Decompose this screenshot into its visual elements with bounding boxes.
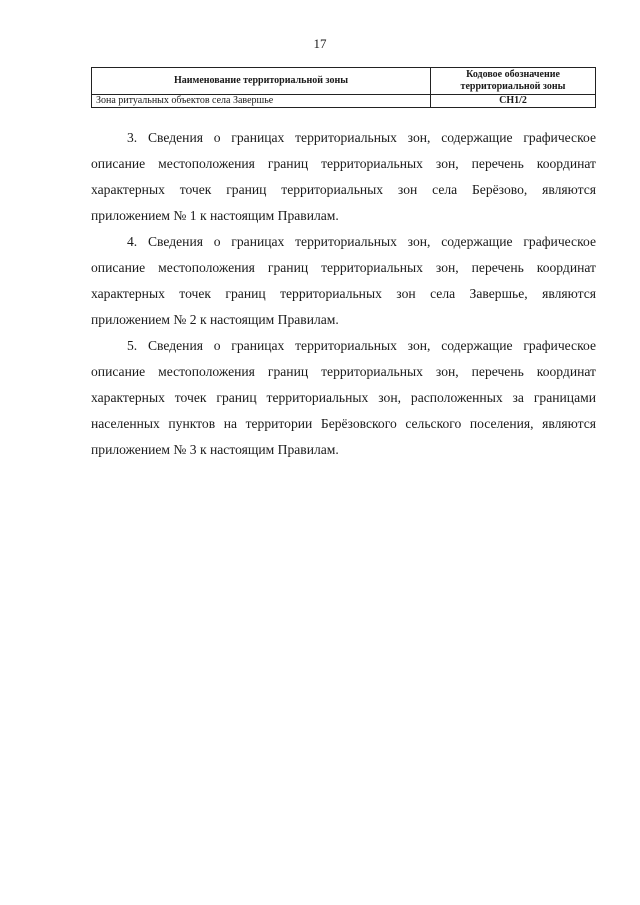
table-header-row [92, 68, 596, 95]
zones-table [91, 67, 596, 108]
paragraph-4: 4. Сведения о границах территориальных зон, содержащие графическое описание местоположения границ территориальных зон, перечень координат характерных точек границ территориальных зон села Завершье, являются приложением № 2 к настоящим Правилам. [91, 234, 596, 327]
zone-name-cell: Зона ритуальных объектов села Завершье [92, 95, 431, 108]
header-zone-code: Кодовое обозначение территориальной зоны [431, 68, 596, 95]
zone-code-cell: СН1/2 [431, 95, 596, 108]
body-text [91, 125, 596, 463]
header-zone-name: Наименование территориальной зоны [92, 68, 431, 95]
paragraph-5: 5. Сведения о границах территориальных зон, содержащие графическое описание местоположения границ территориальных зон, перечень координат характерных точек границ территориальных зон, расположенных за границами населенных пунктов на территории Берёзовского сельского поселения, являются приложением № 3 к настоящим Правилам. [91, 338, 596, 457]
table-row [92, 95, 596, 108]
paragraph-3: 3. Сведения о границах территориальных зон, содержащие графическое описание местоположения границ территориальных зон, перечень координат характерных точек границ территориальных зон села Берёзово, являются приложением № 1 к настоящим Правилам. [91, 130, 596, 223]
page-number: 17 [313, 36, 327, 51]
